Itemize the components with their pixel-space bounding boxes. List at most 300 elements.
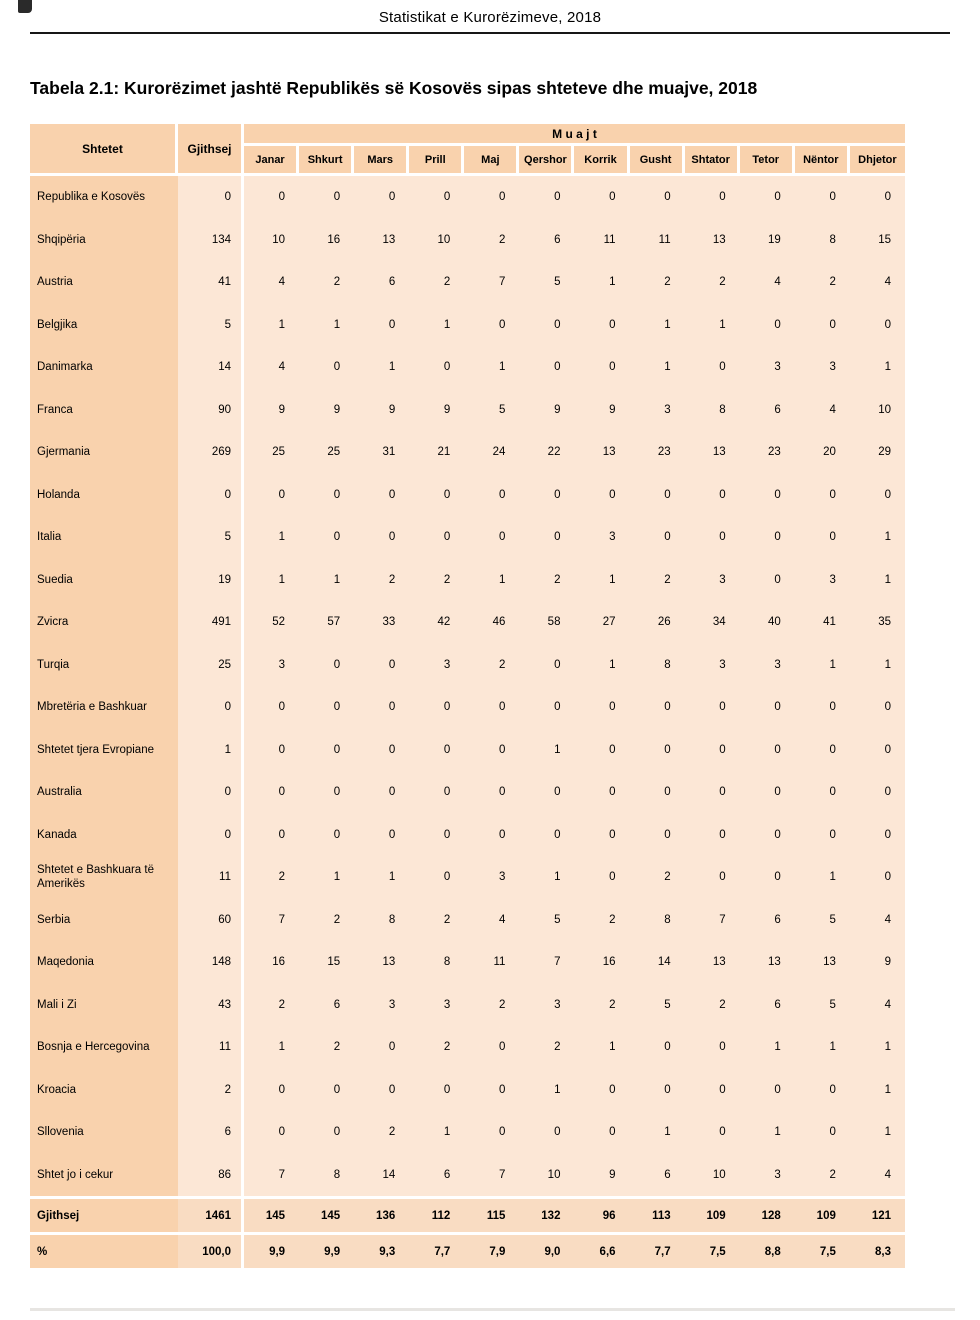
cell-value: 0 (354, 1026, 409, 1069)
cell-value: 13 (685, 431, 740, 474)
cell-value: 0 (354, 1069, 409, 1112)
cell-value: 9 (354, 389, 409, 432)
table-row (30, 516, 905, 559)
cell-value: 0 (574, 304, 629, 347)
footer-cell-value: 7,9 (464, 1232, 519, 1268)
cell-value: 1 (519, 729, 574, 772)
column-header-month: Shkurt (299, 146, 354, 176)
cell-value: 1 (519, 856, 574, 899)
cell-value: 6 (519, 219, 574, 262)
footer-cell-value: 9,3 (354, 1232, 409, 1268)
cell-value: 31 (354, 431, 409, 474)
cell-value: 2 (244, 984, 299, 1027)
cell-value: 16 (299, 219, 354, 262)
row-total: 2 (178, 1069, 244, 1112)
row-total: 0 (178, 771, 244, 814)
table-row (30, 814, 905, 857)
cell-value: 2 (354, 559, 409, 602)
cell-value: 2 (299, 1026, 354, 1069)
column-header-month: Prill (409, 146, 464, 176)
cell-value: 1 (850, 644, 905, 687)
cell-value: 0 (685, 516, 740, 559)
cell-value: 1 (244, 1026, 299, 1069)
cell-value: 6 (740, 984, 795, 1027)
cell-value: 16 (574, 941, 629, 984)
row-label: Mali i Zi (30, 984, 178, 1027)
cell-value: 14 (354, 1154, 409, 1197)
cell-value: 57 (299, 601, 354, 644)
cell-value: 1 (795, 644, 850, 687)
cell-value: 2 (795, 1154, 850, 1197)
cell-value: 40 (740, 601, 795, 644)
cell-value: 1 (850, 1026, 905, 1069)
table-header (30, 124, 905, 176)
cell-value: 1 (574, 559, 629, 602)
footer-cell-value: 7,7 (409, 1232, 464, 1268)
table-row (30, 984, 905, 1027)
cell-value: 0 (464, 729, 519, 772)
row-label: Bosnja e Hercegovina (30, 1026, 178, 1069)
cell-value: 8 (795, 219, 850, 262)
cell-value: 23 (740, 431, 795, 474)
cell-value: 1 (685, 304, 740, 347)
footer-cell-value: 145 (299, 1196, 354, 1232)
footer-row-total: 1461 (178, 1196, 244, 1232)
cell-value: 10 (685, 1154, 740, 1197)
cell-value: 1 (574, 1026, 629, 1069)
cell-value: 0 (409, 1069, 464, 1112)
cell-value: 3 (740, 644, 795, 687)
cell-value: 0 (354, 686, 409, 729)
footer-row-label: % (30, 1232, 178, 1268)
cell-value: 4 (464, 899, 519, 942)
cell-value: 13 (685, 941, 740, 984)
footer-cell-value: 121 (850, 1196, 905, 1232)
cell-value: 1 (850, 346, 905, 389)
cell-value: 2 (464, 644, 519, 687)
footer-cell-value: 109 (795, 1196, 850, 1232)
cell-value: 1 (519, 1069, 574, 1112)
cell-value: 0 (299, 644, 354, 687)
cell-value: 0 (574, 176, 629, 219)
cell-value: 0 (244, 1111, 299, 1154)
cell-value: 2 (519, 559, 574, 602)
footer-cell-value: 7,7 (630, 1232, 685, 1268)
cell-value: 9 (574, 389, 629, 432)
cell-value: 9 (574, 1154, 629, 1197)
cell-value: 0 (630, 176, 685, 219)
cell-value: 0 (464, 686, 519, 729)
cell-value: 0 (519, 686, 574, 729)
cell-value: 0 (740, 814, 795, 857)
cell-value: 0 (464, 1026, 519, 1069)
cell-value: 0 (354, 516, 409, 559)
cell-value: 8 (299, 1154, 354, 1197)
cell-value: 3 (244, 644, 299, 687)
scan-artifact-mark (18, 0, 32, 13)
cell-value: 3 (409, 984, 464, 1027)
footer-cell-value: 132 (519, 1196, 574, 1232)
cell-value: 2 (409, 899, 464, 942)
cell-value: 1 (850, 559, 905, 602)
row-total: 0 (178, 176, 244, 219)
cell-value: 2 (630, 261, 685, 304)
cell-value: 1 (299, 856, 354, 899)
cell-value: 25 (244, 431, 299, 474)
row-total: 0 (178, 686, 244, 729)
cell-value: 5 (795, 899, 850, 942)
cell-value: 6 (409, 1154, 464, 1197)
column-header-month: Mars (354, 146, 409, 176)
cell-value: 23 (630, 431, 685, 474)
cell-value: 3 (740, 1154, 795, 1197)
cell-value: 0 (630, 729, 685, 772)
cell-value: 41 (795, 601, 850, 644)
cell-value: 1 (244, 304, 299, 347)
footer-cell-value: 109 (685, 1196, 740, 1232)
cell-value: 0 (740, 856, 795, 899)
table-row (30, 261, 905, 304)
cell-value: 8 (630, 644, 685, 687)
cell-value: 0 (740, 516, 795, 559)
column-header-shtetet: Shtetet (30, 124, 178, 176)
table-row (30, 771, 905, 814)
cell-value: 13 (354, 941, 409, 984)
cell-value: 1 (630, 1111, 685, 1154)
cell-value: 2 (685, 261, 740, 304)
cell-value: 0 (299, 1111, 354, 1154)
row-label: Holanda (30, 474, 178, 517)
cell-value: 0 (409, 814, 464, 857)
column-header-gjithsej: Gjithsej (178, 124, 244, 176)
cell-value: 0 (795, 814, 850, 857)
cell-value: 10 (409, 219, 464, 262)
total-row (30, 1196, 905, 1232)
cell-value: 0 (409, 474, 464, 517)
cell-value: 0 (850, 474, 905, 517)
cell-value: 33 (354, 601, 409, 644)
table-row (30, 176, 905, 219)
cell-value: 0 (850, 304, 905, 347)
row-total: 0 (178, 814, 244, 857)
column-header-month: Tetor (740, 146, 795, 176)
cell-value: 0 (685, 686, 740, 729)
cell-value: 4 (244, 261, 299, 304)
column-header-month: Nëntor (795, 146, 850, 176)
row-label: Kroacia (30, 1069, 178, 1112)
table-row (30, 644, 905, 687)
cell-value: 0 (850, 814, 905, 857)
row-total: 14 (178, 346, 244, 389)
cell-value: 1 (740, 1111, 795, 1154)
row-label: Franca (30, 389, 178, 432)
table-row (30, 559, 905, 602)
row-total: 11 (178, 856, 244, 899)
row-label: Shtetet e Bashkuara të Amerikës (30, 856, 178, 899)
header-rule (30, 32, 950, 34)
table-row (30, 686, 905, 729)
row-total: 6 (178, 1111, 244, 1154)
cell-value: 0 (574, 729, 629, 772)
cell-value: 8 (630, 899, 685, 942)
cell-value: 0 (409, 771, 464, 814)
row-label: Zvicra (30, 601, 178, 644)
cell-value: 8 (409, 941, 464, 984)
cell-value: 2 (464, 219, 519, 262)
cell-value: 0 (354, 771, 409, 814)
cell-value: 3 (795, 559, 850, 602)
row-label: Maqedonia (30, 941, 178, 984)
cell-value: 0 (740, 686, 795, 729)
cell-value: 5 (519, 899, 574, 942)
cell-value: 15 (850, 219, 905, 262)
footer-cell-value: 128 (740, 1196, 795, 1232)
cell-value: 2 (574, 899, 629, 942)
row-label: Belgjika (30, 304, 178, 347)
cell-value: 25 (299, 431, 354, 474)
row-total: 491 (178, 601, 244, 644)
cell-value: 3 (740, 346, 795, 389)
cell-value: 13 (795, 941, 850, 984)
cell-value: 3 (519, 984, 574, 1027)
cell-value: 1 (464, 559, 519, 602)
cell-value: 0 (850, 176, 905, 219)
table-title: Tabela 2.1: Kurorëzimet jashtë Republikës së Kosovës sipas shteteve dhe muajve, 2018 (30, 78, 758, 98)
cell-value: 0 (850, 686, 905, 729)
footer-cell-value: 115 (464, 1196, 519, 1232)
cell-value: 0 (795, 729, 850, 772)
cell-value: 4 (850, 261, 905, 304)
cell-value: 0 (574, 1069, 629, 1112)
row-total: 19 (178, 559, 244, 602)
table-row (30, 729, 905, 772)
cell-value: 26 (630, 601, 685, 644)
cell-value: 0 (685, 1026, 740, 1069)
table-row (30, 856, 905, 899)
row-total: 25 (178, 644, 244, 687)
cell-value: 8 (354, 899, 409, 942)
cell-value: 7 (464, 261, 519, 304)
cell-value: 27 (574, 601, 629, 644)
cell-value: 0 (464, 1111, 519, 1154)
table-row (30, 219, 905, 262)
cell-value: 0 (464, 474, 519, 517)
cell-value: 0 (630, 1069, 685, 1112)
cell-value: 0 (795, 771, 850, 814)
cell-value: 6 (299, 984, 354, 1027)
cell-value: 2 (630, 856, 685, 899)
cell-value: 10 (850, 389, 905, 432)
cell-value: 0 (299, 814, 354, 857)
cell-value: 1 (850, 1111, 905, 1154)
table-row (30, 1026, 905, 1069)
cell-value: 0 (740, 729, 795, 772)
cell-value: 0 (630, 1026, 685, 1069)
cell-value: 13 (740, 941, 795, 984)
cell-value: 0 (574, 771, 629, 814)
cell-value: 2 (630, 559, 685, 602)
cell-value: 0 (354, 176, 409, 219)
cell-value: 0 (519, 516, 574, 559)
page-header-title: Statistikat e Kurorëzimeve, 2018 (378, 9, 602, 26)
cell-value: 0 (354, 729, 409, 772)
cell-value: 1 (464, 346, 519, 389)
row-label: Shtetet tjera Evropiane (30, 729, 178, 772)
row-total: 269 (178, 431, 244, 474)
cell-value: 1 (409, 1111, 464, 1154)
cell-value: 3 (574, 516, 629, 559)
cell-value: 2 (299, 899, 354, 942)
table-row (30, 941, 905, 984)
cell-value: 52 (244, 601, 299, 644)
cell-value: 10 (519, 1154, 574, 1197)
cell-value: 6 (354, 261, 409, 304)
cell-value: 5 (795, 984, 850, 1027)
footer-cell-value: 8,8 (740, 1232, 795, 1268)
cell-value: 0 (244, 814, 299, 857)
table-row (30, 431, 905, 474)
cell-value: 13 (685, 219, 740, 262)
cell-value: 13 (574, 431, 629, 474)
cell-value: 0 (850, 771, 905, 814)
cell-value: 1 (740, 1026, 795, 1069)
row-label: Suedia (30, 559, 178, 602)
cell-value: 1 (244, 516, 299, 559)
table-body (30, 176, 905, 1196)
cell-value: 0 (685, 176, 740, 219)
footer-cell-value: 9,9 (299, 1232, 354, 1268)
cell-value: 7 (685, 899, 740, 942)
cell-value: 0 (519, 1111, 574, 1154)
cell-value: 34 (685, 601, 740, 644)
cell-value: 0 (574, 1111, 629, 1154)
cell-value: 0 (299, 771, 354, 814)
cell-value: 0 (519, 644, 574, 687)
column-header-month: Gusht (630, 146, 685, 176)
cell-value: 0 (795, 686, 850, 729)
cell-value: 2 (299, 261, 354, 304)
row-total: 0 (178, 474, 244, 517)
column-header-month: Janar (244, 146, 299, 176)
row-label: Austria (30, 261, 178, 304)
footer-cell-value: 6,6 (574, 1232, 629, 1268)
cell-value: 0 (299, 1069, 354, 1112)
cell-value: 0 (685, 474, 740, 517)
column-header-month: Dhjetor (850, 146, 905, 176)
cell-value: 7 (519, 941, 574, 984)
cell-value: 1 (299, 559, 354, 602)
cell-value: 0 (574, 474, 629, 517)
cell-value: 7 (464, 1154, 519, 1197)
cell-value: 5 (519, 261, 574, 304)
cell-value: 0 (409, 176, 464, 219)
footer-row-total: 100,0 (178, 1232, 244, 1268)
cell-value: 3 (464, 856, 519, 899)
cell-value: 9 (850, 941, 905, 984)
footer-cell-value: 7,5 (685, 1232, 740, 1268)
cell-value: 0 (519, 176, 574, 219)
cell-value: 0 (740, 474, 795, 517)
cell-value: 0 (299, 686, 354, 729)
cell-value: 0 (409, 516, 464, 559)
row-label: Gjermania (30, 431, 178, 474)
cell-value: 0 (244, 729, 299, 772)
cell-value: 2 (519, 1026, 574, 1069)
cell-value: 11 (574, 219, 629, 262)
column-header-month: Korrik (574, 146, 629, 176)
row-label: Shqipëria (30, 219, 178, 262)
cell-value: 11 (630, 219, 685, 262)
cell-value: 4 (850, 984, 905, 1027)
row-label: Kanada (30, 814, 178, 857)
cell-value: 3 (630, 389, 685, 432)
cell-value: 0 (574, 686, 629, 729)
table-row (30, 474, 905, 517)
table-row (30, 346, 905, 389)
cell-value: 1 (299, 304, 354, 347)
cell-value: 1 (630, 304, 685, 347)
row-label: Danimarka (30, 346, 178, 389)
cell-value: 15 (299, 941, 354, 984)
column-header-month: Shtator (685, 146, 740, 176)
footer-cell-value: 9,9 (244, 1232, 299, 1268)
cell-value: 0 (299, 516, 354, 559)
footer-row-label: Gjithsej (30, 1196, 178, 1232)
cell-value: 4 (850, 899, 905, 942)
cell-value: 0 (685, 771, 740, 814)
cell-value: 2 (409, 559, 464, 602)
cell-value: 1 (630, 346, 685, 389)
cell-value: 9 (519, 389, 574, 432)
row-label: Serbia (30, 899, 178, 942)
cell-value: 0 (299, 729, 354, 772)
cell-value: 0 (795, 1111, 850, 1154)
row-total: 1 (178, 729, 244, 772)
cell-value: 0 (519, 474, 574, 517)
cell-value: 19 (740, 219, 795, 262)
row-total: 86 (178, 1154, 244, 1197)
cell-value: 0 (850, 856, 905, 899)
table-row (30, 1069, 905, 1112)
cell-value: 0 (354, 814, 409, 857)
cell-value: 3 (685, 644, 740, 687)
footer-cell-value: 136 (354, 1196, 409, 1232)
table-row (30, 389, 905, 432)
cell-value: 0 (244, 176, 299, 219)
cell-value: 4 (795, 389, 850, 432)
cell-value: 8 (685, 389, 740, 432)
cell-value: 3 (795, 346, 850, 389)
cell-value: 0 (574, 856, 629, 899)
row-total: 60 (178, 899, 244, 942)
table-row (30, 601, 905, 644)
cell-value: 4 (740, 261, 795, 304)
cell-value: 42 (409, 601, 464, 644)
cell-value: 2 (409, 261, 464, 304)
footer-cell-value: 9,0 (519, 1232, 574, 1268)
column-header-month: Maj (464, 146, 519, 176)
row-label: Sllovenia (30, 1111, 178, 1154)
table-row (30, 1111, 905, 1154)
cell-value: 0 (795, 1069, 850, 1112)
cell-value: 0 (685, 346, 740, 389)
table-row (30, 304, 905, 347)
cell-value: 2 (354, 1111, 409, 1154)
cell-value: 11 (464, 941, 519, 984)
footer-cell-value: 8,3 (850, 1232, 905, 1268)
cell-value: 4 (244, 346, 299, 389)
cell-value: 2 (244, 856, 299, 899)
